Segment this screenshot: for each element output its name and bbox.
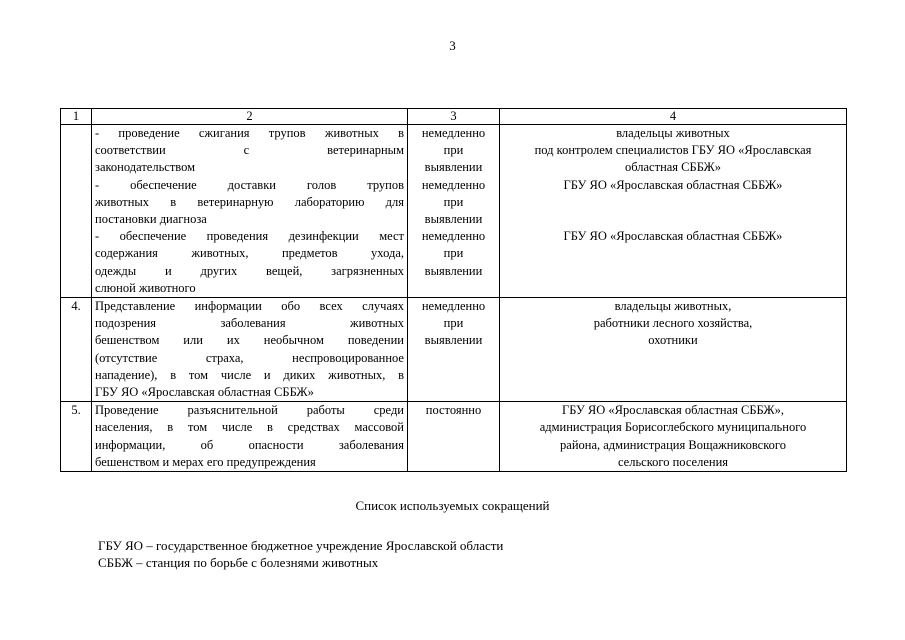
text-line: бешенством или их необычном поведении (95, 333, 404, 348)
deadline-line: выявлении (424, 212, 483, 227)
measures-table (60, 108, 847, 472)
text-line: постановки диагноза (95, 212, 207, 227)
responsible-line: администрация Борисоглебского муниципального (539, 420, 807, 435)
abbreviations-list (98, 537, 503, 571)
measure-deadline (408, 125, 500, 298)
text-line: нападение), в том числе и диких животных, в (95, 367, 404, 382)
deadline-line: немедленно (421, 177, 486, 192)
text-line: - проведение сжигания трупов животных в (95, 126, 404, 140)
table-row (61, 402, 847, 472)
responsible-line: ГБУ ЯО «Ярославская областная СББЖ», (561, 403, 784, 418)
responsible-line: охотники (648, 333, 698, 348)
deadline-line: выявлении (424, 263, 483, 278)
measure-responsible (500, 402, 847, 472)
deadline-line: при (443, 316, 464, 331)
deadline-line: немедленно (421, 126, 486, 140)
measure-deadline (408, 298, 500, 402)
text-line: слюной животного (95, 280, 196, 295)
row-number: 4. (61, 298, 92, 402)
text-line: законодательством (95, 160, 196, 175)
abbreviation-item: СББЖ – станция по борьбе с болезнями животных (98, 555, 379, 570)
text-line: одежды и других вещей, загрязненных (95, 263, 404, 278)
measure-responsible (500, 298, 847, 402)
header-cell-4: 4 (500, 109, 847, 125)
deadline-line: при (443, 246, 464, 261)
deadline-line: немедленно (421, 299, 486, 314)
deadline-line: немедленно (421, 229, 486, 244)
text-line: Проведение разъяснительной работы среди (95, 403, 404, 418)
text-line: информации, об опасности заболевания (95, 437, 404, 452)
measure-responsible (500, 125, 847, 298)
header-cell-3: 3 (408, 109, 500, 125)
responsible-line: ГБУ ЯО «Ярославская областная СББЖ» (563, 228, 783, 243)
deadline-line: при (443, 194, 464, 209)
deadline-line: выявлении (424, 160, 483, 175)
measure-description (92, 125, 408, 298)
deadline-line: постоянно (425, 403, 482, 418)
responsible-line: владельцы животных, (614, 299, 732, 314)
responsible-line: работники лесного хозяйства, (593, 316, 753, 331)
responsible-line: владельцы животных (616, 126, 730, 140)
responsible-line: ГБУ ЯО «Ярославская областная СББЖ» (563, 177, 783, 192)
text-line: подозрения заболевания животных (95, 316, 404, 331)
row-number: 5. (61, 402, 92, 472)
measure-description (92, 298, 408, 402)
abbreviations-title: Список используемых сокращений (355, 498, 550, 513)
text-line: бешенством и мерах его предупреждения (95, 454, 316, 469)
text-line: содержания животных, предметов ухода, (95, 246, 404, 261)
header-cell-1: 1 (61, 109, 92, 125)
text-line: животных в ветеринарную лабораторию для (95, 194, 404, 209)
deadline-line: выявлении (424, 333, 483, 348)
text-line: Представление информации обо всех случаях (95, 299, 404, 314)
abbreviation-item: ГБУ ЯО – государственное бюджетное учреждение Ярославской области (98, 538, 504, 553)
responsible-line: сельского поселения (617, 454, 729, 469)
measure-description (92, 402, 408, 472)
table-row (61, 125, 847, 298)
row-number (61, 125, 92, 298)
text-line: ГБУ ЯО «Ярославская областная СББЖ» (95, 385, 314, 400)
responsible-line: под контролем специалистов ГБУ ЯО «Ярославская (534, 143, 812, 158)
text-line: - обеспечение доставки голов трупов (95, 177, 404, 192)
text-line: соответствии с ветеринарным (95, 143, 404, 158)
text-line: населения, в том числе в средствах массовой (95, 420, 404, 435)
responsible-line: областная СББЖ» (624, 160, 722, 175)
page-number: 3 (449, 38, 456, 53)
measure-deadline (408, 402, 500, 472)
responsible-line: района, администрация Вощажниковского (560, 437, 786, 452)
header-cell-2: 2 (92, 109, 408, 125)
table-row (61, 298, 847, 402)
text-line: - обеспечение проведения дезинфекции мест (95, 229, 404, 244)
table-header-row (61, 109, 847, 125)
text-line: (отсутствие страха, неспровоцированное (95, 350, 404, 365)
deadline-line: при (443, 143, 464, 158)
